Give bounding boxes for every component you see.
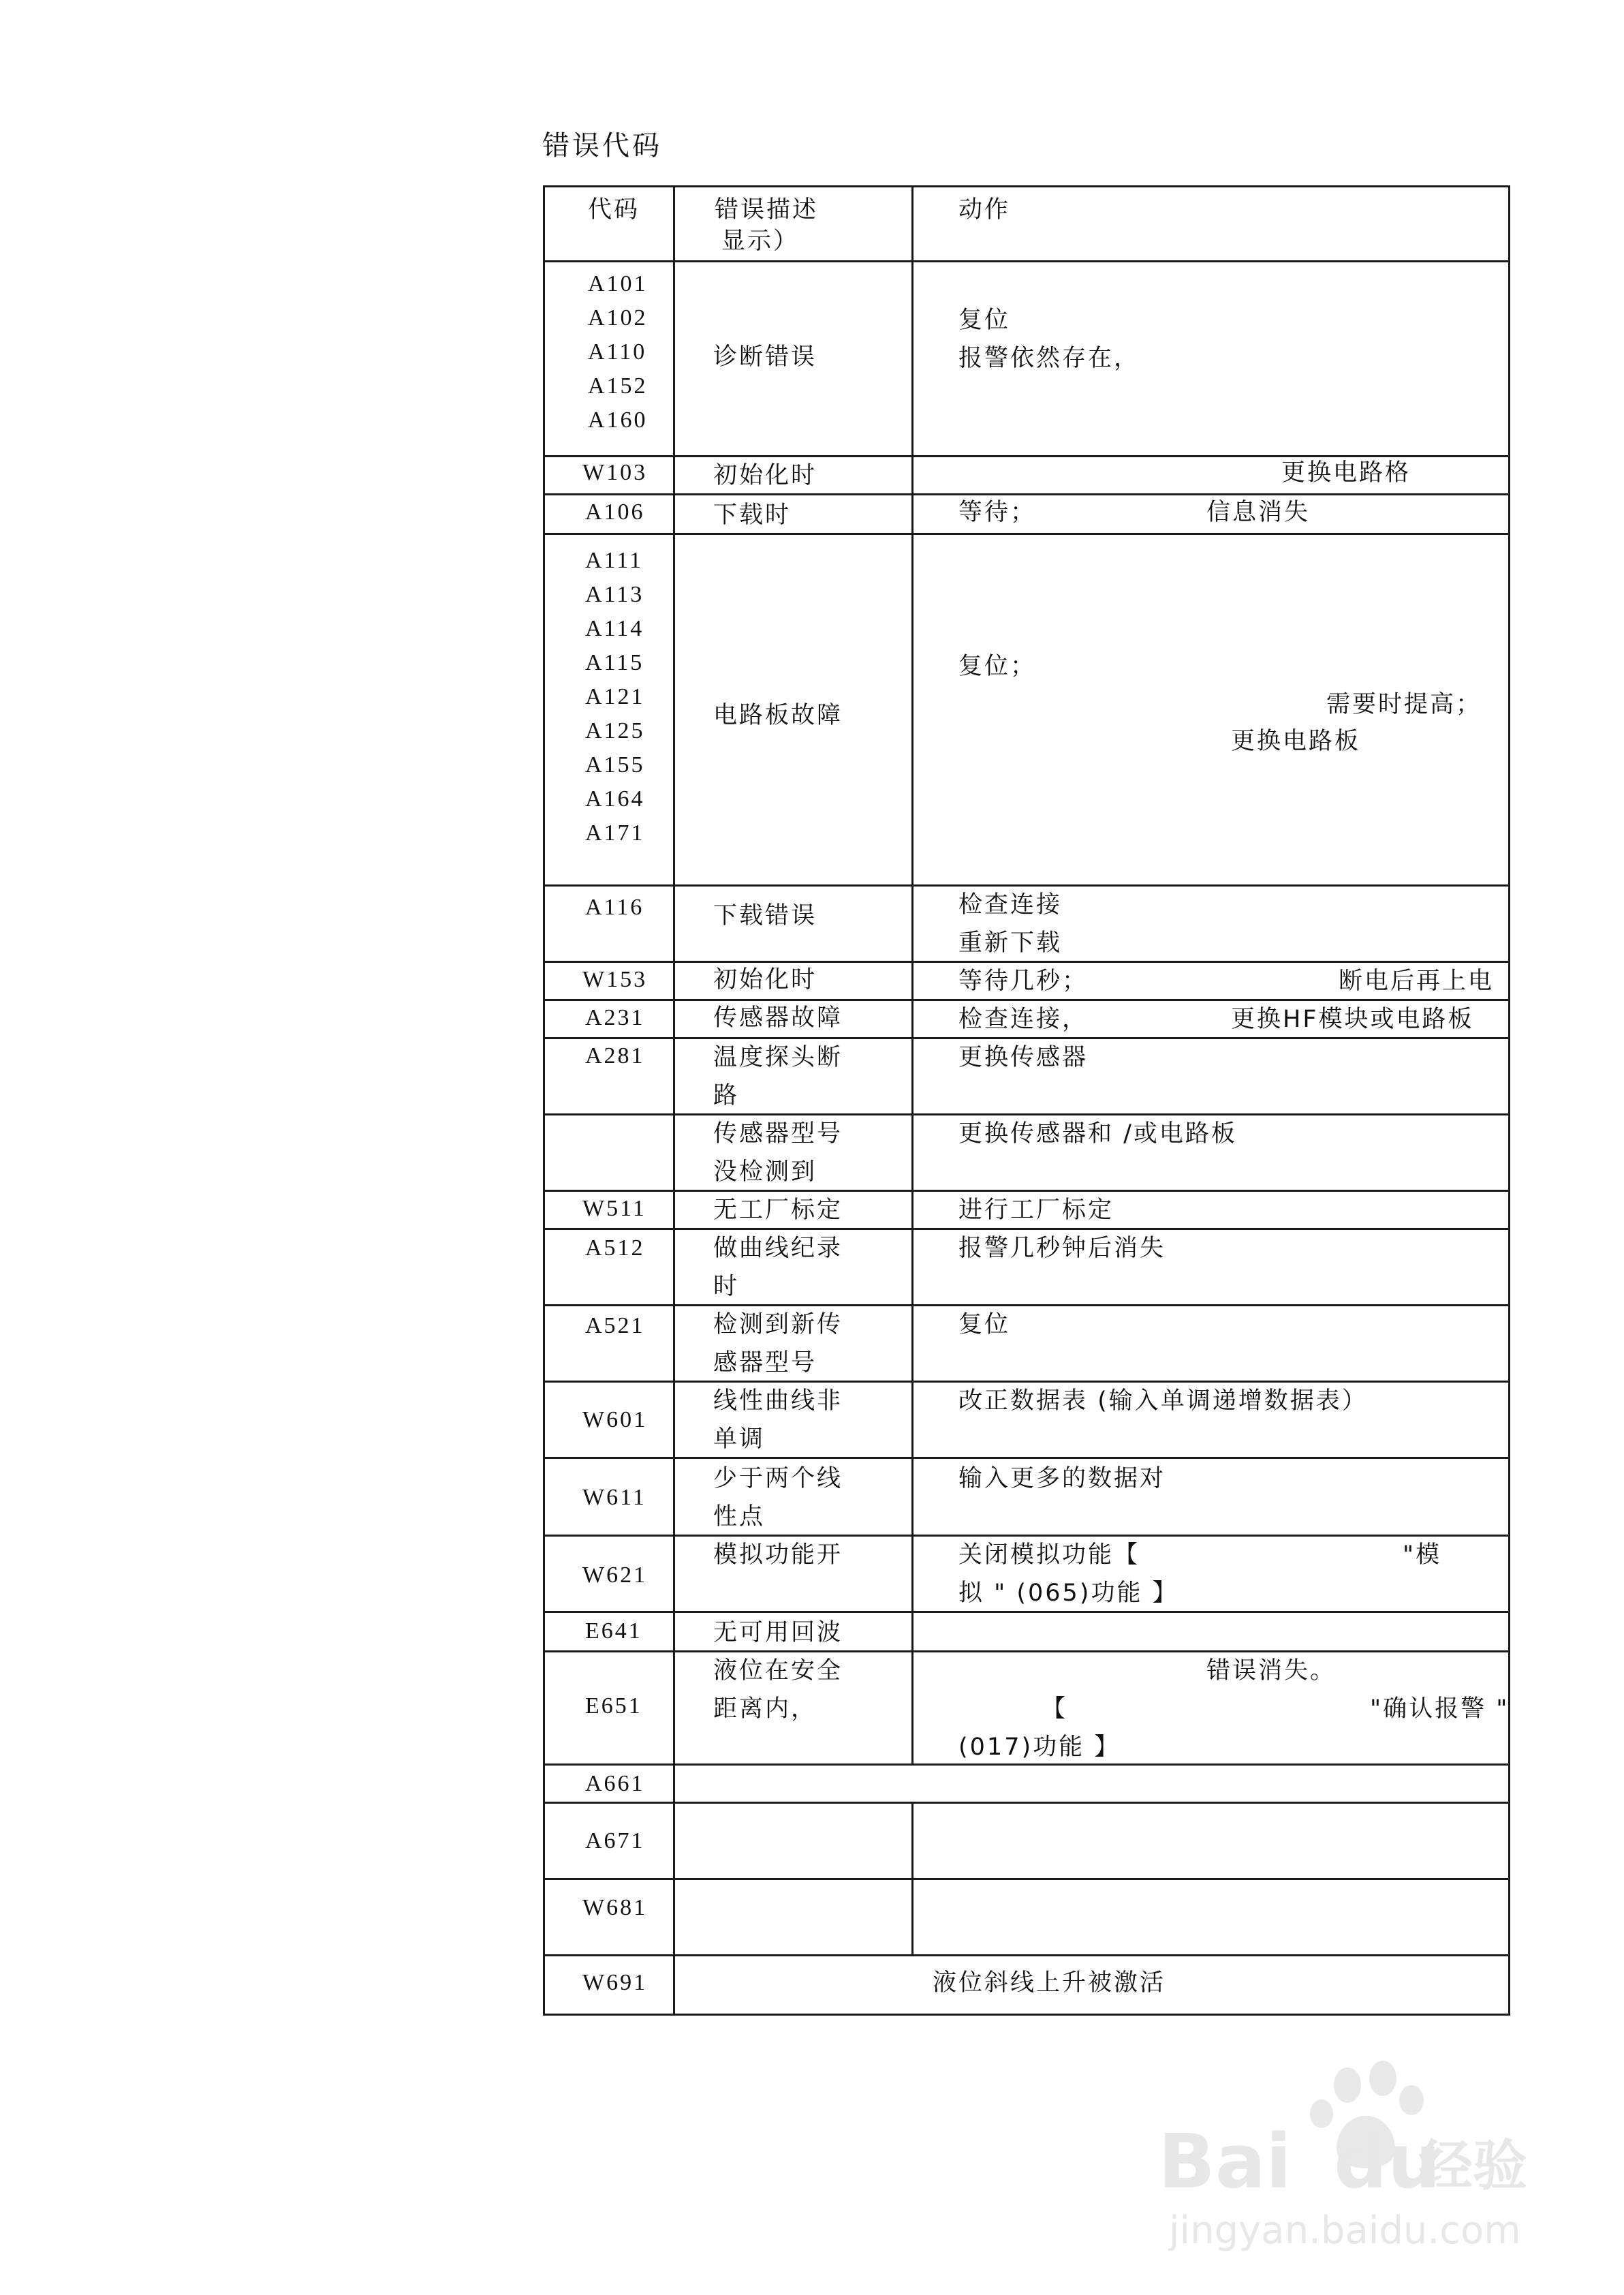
- row-divider: [543, 1190, 1510, 1192]
- code-cell: A110: [588, 339, 647, 365]
- action-cell: 复位；: [958, 653, 1037, 680]
- action-cell: 信息消失: [1206, 499, 1311, 526]
- action-cell: 复位: [958, 1311, 1011, 1338]
- row-divider: [543, 260, 1510, 262]
- description-cell: 电路板故障: [713, 702, 843, 729]
- column-divider: [673, 185, 675, 2016]
- description-cell: 下载时: [713, 502, 792, 529]
- row-divider: [543, 1228, 1510, 1230]
- code-cell: A155: [585, 752, 645, 777]
- header-action: 动作: [958, 196, 1011, 224]
- code-list: [588, 267, 648, 437]
- code-cell: A113: [585, 582, 644, 607]
- code-cell: A102: [588, 305, 648, 330]
- row-divider: [543, 1802, 1510, 1804]
- table-border-left: [543, 185, 545, 2016]
- action-cell: 检查连接: [958, 891, 1063, 919]
- row-divider: [543, 999, 1510, 1001]
- action-cell: 拟 " (065)功能 】: [958, 1580, 1178, 1607]
- row-divider: [543, 1037, 1510, 1039]
- code-cell: A114: [585, 616, 644, 641]
- code-cell: A152: [588, 373, 648, 399]
- code-cell: A111: [585, 548, 644, 573]
- description-cell: 初始化时: [713, 966, 817, 994]
- code-cell: E651: [585, 1693, 642, 1719]
- action-cell: "模: [1403, 1541, 1442, 1569]
- code-cell: A121: [585, 684, 645, 709]
- code-cell: A661: [585, 1771, 645, 1796]
- code-cell: W681: [582, 1895, 648, 1920]
- description-cell: 无工厂标定: [713, 1197, 843, 1224]
- code-cell: W691: [582, 1970, 648, 1995]
- action-cell: "确认报警 ": [1370, 1695, 1510, 1723]
- description-cell: 下载错误: [713, 902, 817, 929]
- description-cell: 液位斜线上升被激活: [933, 1969, 1166, 1997]
- code-cell: W611: [582, 1485, 646, 1510]
- page-title: 错误代码: [542, 130, 662, 161]
- description-cell: 无可用回波: [713, 1619, 843, 1646]
- header-description: 错误描述: [715, 196, 819, 224]
- action-cell: 更换电路板: [1231, 728, 1361, 755]
- code-cell: A125: [585, 718, 645, 743]
- description-cell: 初始化时: [713, 462, 817, 489]
- action-cell: 复位: [958, 307, 1011, 334]
- header-description-cont: 显示）: [721, 228, 800, 255]
- code-cell: A512: [585, 1235, 645, 1261]
- code-cell: A115: [585, 650, 644, 675]
- table-border-top: [543, 185, 1510, 187]
- description-cell: 温度探头断 路: [713, 1044, 843, 1109]
- code-cell: W103: [582, 460, 648, 485]
- watermark-url: jingyan.baidu.com: [1169, 2208, 1521, 2253]
- row-divider: [543, 961, 1510, 963]
- code-cell: W621: [582, 1562, 648, 1588]
- action-cell: 更换传感器和 /或电路板: [958, 1120, 1237, 1148]
- action-cell: 更换传感器: [958, 1044, 1089, 1071]
- table-border-right: [1508, 185, 1510, 2016]
- description-cell: 传感器型号 没检测到: [713, 1120, 843, 1186]
- action-cell: 进行工厂标定: [958, 1197, 1114, 1224]
- code-cell: W511: [582, 1196, 646, 1221]
- row-divider: [543, 1113, 1510, 1115]
- row-divider: [543, 1381, 1510, 1383]
- watermark-text: 经验: [1418, 2134, 1527, 2198]
- description-cell: 少于两个线 性点: [713, 1465, 843, 1530]
- row-divider: [543, 1650, 1510, 1652]
- description-cell: 线性曲线非 单调: [713, 1387, 843, 1453]
- action-cell: (017)功能 】: [958, 1734, 1121, 1761]
- row-divider: [543, 1878, 1510, 1880]
- row-divider: [543, 1457, 1510, 1459]
- table-border-bottom: [543, 2014, 1510, 2016]
- description-cell: 传感器故障: [713, 1004, 843, 1032]
- code-cell: A171: [585, 820, 645, 846]
- code-cell: W153: [582, 967, 648, 992]
- row-divider: [543, 884, 1510, 887]
- description-cell: 液位在安全 距离内，: [713, 1657, 843, 1723]
- action-cell: 等待；: [958, 499, 1037, 526]
- code-cell: A160: [588, 407, 648, 433]
- row-divider: [543, 533, 1510, 535]
- action-cell: 【: [1042, 1695, 1068, 1723]
- code-cell: A231: [585, 1005, 645, 1030]
- baidu-jingyan-watermark: [1158, 2051, 1540, 2255]
- action-cell: 重新下载: [958, 929, 1063, 957]
- row-divider: [543, 1611, 1510, 1613]
- watermark-text: du: [1334, 2118, 1441, 2205]
- column-divider: [911, 1802, 914, 1954]
- action-cell: 改正数据表 (输入单调递增数据表）: [958, 1387, 1368, 1415]
- action-cell: 关闭模拟功能【: [958, 1541, 1140, 1569]
- code-cell: A281: [585, 1043, 645, 1068]
- code-cell: A101: [588, 271, 648, 296]
- row-divider: [543, 1535, 1510, 1537]
- code-cell: E641: [585, 1618, 642, 1644]
- description-cell: 诊断错误: [713, 343, 817, 371]
- watermark-text: Bai: [1158, 2118, 1292, 2205]
- code-cell: A106: [585, 499, 645, 525]
- row-divider: [543, 1304, 1510, 1306]
- action-cell: 更换电路格: [1281, 459, 1411, 487]
- header-code: 代码: [588, 196, 640, 224]
- action-cell: 输入更多的数据对: [958, 1465, 1166, 1492]
- code-cell: A521: [585, 1313, 645, 1338]
- code-cell: A164: [585, 786, 645, 812]
- action-cell: 检查连接，: [958, 1006, 1089, 1033]
- action-cell: 等待几秒；: [958, 968, 1089, 995]
- description-cell: 模拟功能开: [713, 1541, 843, 1569]
- action-cell: 断电后再上电: [1339, 968, 1495, 995]
- code-cell: W601: [582, 1407, 648, 1432]
- column-divider: [911, 185, 914, 1763]
- code-cell: A116: [585, 895, 644, 920]
- error-code-table: [543, 185, 1510, 2016]
- action-cell: 报警几秒钟后消失: [958, 1235, 1166, 1262]
- action-cell: 需要时提高；: [1326, 691, 1482, 718]
- code-list: [585, 544, 645, 850]
- action-cell: 报警依然存在，: [958, 345, 1140, 372]
- code-cell: A671: [585, 1828, 645, 1853]
- description-cell: 做曲线纪录 时: [713, 1235, 843, 1300]
- description-cell: 检测到新传 感器型号: [713, 1311, 843, 1376]
- action-cell: 错误消失。: [1206, 1657, 1337, 1684]
- action-cell: 更换HF模块或电路板: [1231, 1006, 1474, 1033]
- row-divider: [543, 1954, 1510, 1956]
